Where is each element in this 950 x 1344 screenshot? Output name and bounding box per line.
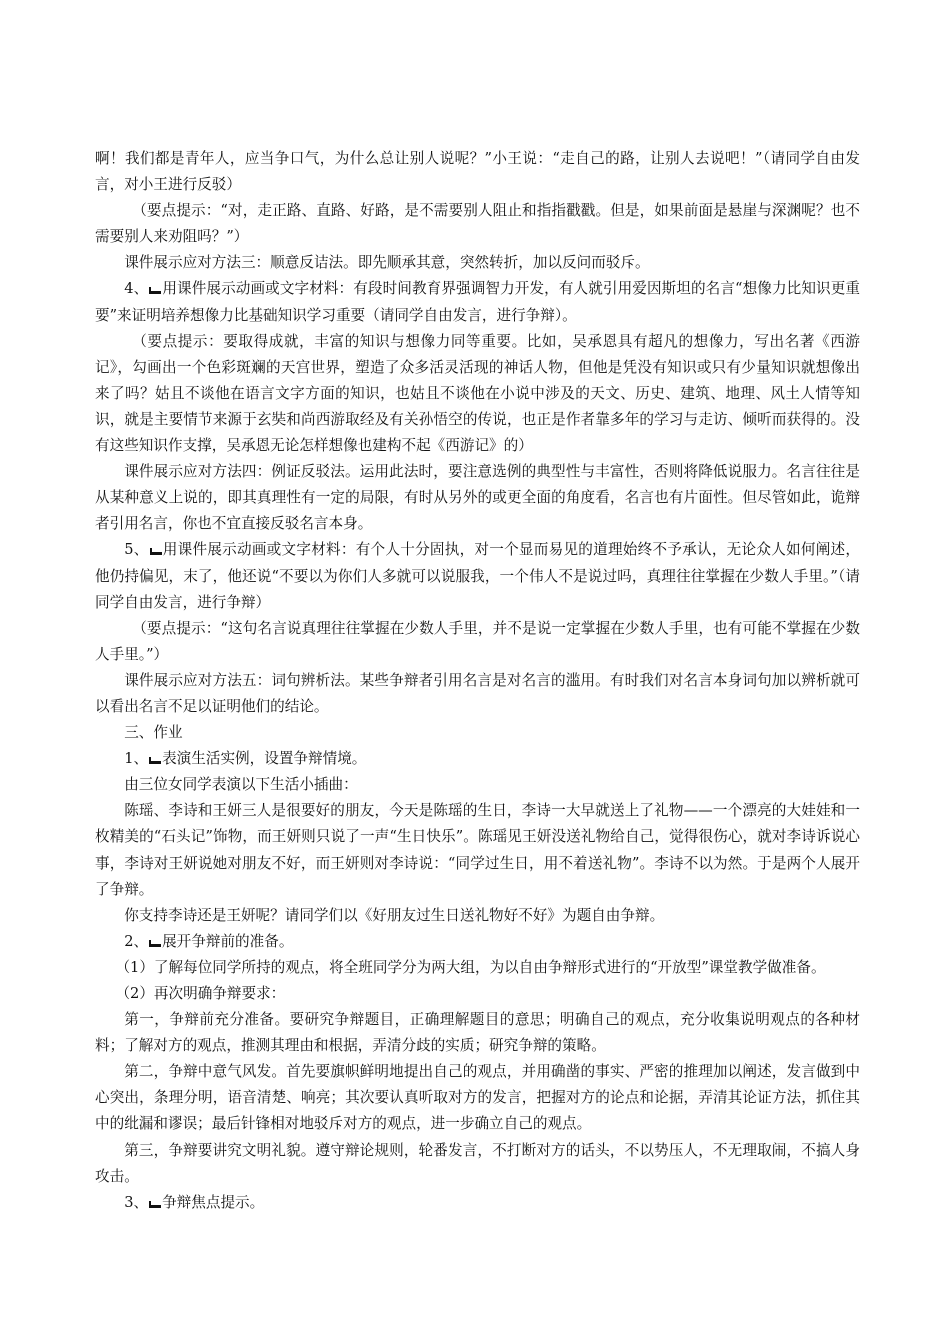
paragraph-hint	[95, 198, 860, 250]
paragraph-text: （2）再次明确争辩要求：	[115, 985, 286, 1002]
bullet-mark-icon	[149, 286, 161, 294]
paragraph-text: 啊！我们都是青年人，应当争口气，为什么总让别人说呢？”小王说：“走自己的路，让别人去说吧！”（请同学自由发言，对小王进行反驳）	[95, 150, 860, 194]
paragraph-text: 由三位女同学表演以下生活小插曲：	[124, 776, 358, 794]
paragraph-req-2	[95, 1059, 860, 1137]
paragraph-hw-item-3	[95, 1190, 860, 1216]
bullet-mark-icon	[150, 547, 162, 555]
paragraph-sub-2	[95, 981, 860, 1007]
paragraph-method-4	[95, 459, 860, 537]
paragraph-text: 你支持李诗还是王妍呢？请同学们以《好朋友过生日送礼物好不好》为题自由争辩。	[124, 906, 665, 924]
paragraph-item-4	[95, 276, 860, 328]
item-number: 3、	[124, 1193, 149, 1211]
document-body	[95, 146, 860, 1216]
paragraph-story	[95, 798, 860, 902]
paragraph-item-5	[95, 537, 860, 615]
bullet-mark-icon	[149, 939, 161, 947]
item-number: 2、	[124, 932, 149, 950]
paragraph-text: （要点提示：要取得成就，丰富的知识与想像力同等重要。比如，吴承恩具有超凡的想像力，写出名著《西游记》，勾画出一个色彩斑斓的天宫世界，塑造了众多活灵活现的神话人物，但他是凭没有知识或只有少量知识就想像出来了吗？姑且不谈他在语言文字方面的知识，也姑且不谈他在小说中涉及的天文、历史、建筑、地理、风土人情等知识，就是主要情节来源于玄奘和尚西游取经及有关孙悟空的传说，也正是作者靠多年的学习与走访、倾听而获得的。没有这些知识作支撑，吴承恩无论怎样想像也建构不起《西游记》的）	[95, 332, 860, 455]
paragraph-text: （要点提示：“这句名言说真理往往掌握在少数人手里，并不是说一定掌握在少数人手里，也有可能不掌握在少数人手里。”）	[95, 619, 860, 663]
paragraph-text: 陈瑶、李诗和王妍三人是很要好的朋友，今天是陈瑶的生日，李诗一大早就送上了礼物——一个漂亮的大娃娃和一枚精美的“石头记”饰物，而王妍则只说了一声“生日快乐”。陈瑶见王妍没送礼物给自己，觉得很伤心，就对李诗诉说心事，李诗对王妍说她对朋友不好，而王妍则对李诗说：“同学过生日，用不着送礼物”。李诗不以为然。于是两个人展开了争辩。	[95, 802, 860, 898]
paragraph-text: （要点提示：“对，走正路、直路、好路，是不需要别人阻止和指指戳戳。但是，如果前面是悬崖与深渊呢？也不需要别人来劝阻吗？”）	[95, 202, 860, 246]
paragraph-text: 表演生活实例，设置争辩情境。	[162, 750, 367, 768]
paragraph-text: 第一，争辩前充分准备。要研究争辩题目，正确理解题目的意思；明确自己的观点，充分收集说明观点的各种材料；了解对方的观点，推测其理由和根据，弄清分歧的实质；研究争辩的策略。	[95, 1011, 860, 1055]
paragraph-req-1	[95, 1007, 860, 1059]
paragraph-hw-item-2	[95, 929, 860, 955]
paragraph-text: 课件展示应对方法三：顺意反诘法。即先顺承其意，突然转折，加以反问而驳斥。	[124, 254, 650, 272]
paragraph-text: 课件展示应对方法五：词句辨析法。某些争辩者引用名言是对名言的滥用。有时我们对名言本身词句加以辨析就可以看出名言不足以证明他们的结论。	[95, 671, 860, 715]
item-number: 1、	[124, 750, 149, 768]
paragraph-text: 第二，争辩中意气风发。首先要旗帜鲜明地提出自己的观点，并用确凿的事实、严密的推理加以阐述，发言做到中心突出，条理分明，语音清楚、响亮；其次要认真听取对方的发言，把握对方的论点和论据，弄清其论证方法，抓住其中的纰漏和谬误；最后针锋相对地驳斥对方的观点，进一步确立自己的观点。	[95, 1063, 860, 1133]
paragraph-text: 用课件展示动画或文字材料：有个人十分固执，对一个显而易见的道理始终不予承认，无论众人如何阐述，他仍持偏见，末了，他还说“不要以为你们人多就可以说服我，一个伟人不是说过吗，真理往往掌握在少数人手里。”（请同学自由发言，进行争辩）	[95, 541, 860, 611]
paragraph-hint	[95, 616, 860, 668]
paragraph-intro	[95, 772, 860, 798]
heading-text: 三、作业	[124, 724, 183, 742]
bullet-mark-icon	[149, 1200, 161, 1208]
paragraph-method-3	[95, 250, 860, 276]
paragraph-text: 争辩焦点提示。	[162, 1193, 265, 1211]
paragraph-hw-item-1	[95, 746, 860, 772]
bullet-mark-icon	[149, 756, 161, 764]
paragraph-question	[95, 903, 860, 929]
paragraph-hint	[95, 329, 860, 459]
item-number: 5、	[124, 541, 149, 559]
paragraph-text: （1）了解每位同学所持的观点，将全班同学分为两大组，为以自由争辩形式进行的“开放型”课堂教学做准备。	[115, 958, 826, 976]
paragraph-text: 用课件展示动画或文字材料：有段时间教育界强调智力开发，有人就引用爱因斯坦的名言“想像力比知识更重要”来证明培养想像力比基础知识学习重要（请同学自由发言，进行争辩）。	[95, 280, 860, 324]
item-number: 4、	[124, 280, 149, 298]
section-heading	[95, 720, 860, 746]
paragraph-req-3	[95, 1138, 860, 1190]
paragraph-text: 展开争辩前的准备。	[162, 932, 294, 950]
paragraph-text: 第三，争辩要讲究文明礼貌。遵守辩论规则，轮番发言，不打断对方的话头，不以势压人，不无理取闹，不搞人身攻击。	[95, 1141, 860, 1185]
paragraph-continuation	[95, 146, 860, 198]
paragraph-sub-1	[95, 955, 860, 981]
paragraph-text: 课件展示应对方法四：例证反驳法。运用此法时，要注意选例的典型性与丰富性，否则将降低说服力。名言往往是从某种意义上说的，即其真理性有一定的局限，有时从另外的或更全面的角度看，名言也有片面性。但尽管如此，诡辩者引用名言，你也不宜直接反驳名言本身。	[95, 463, 860, 533]
paragraph-method-5	[95, 668, 860, 720]
